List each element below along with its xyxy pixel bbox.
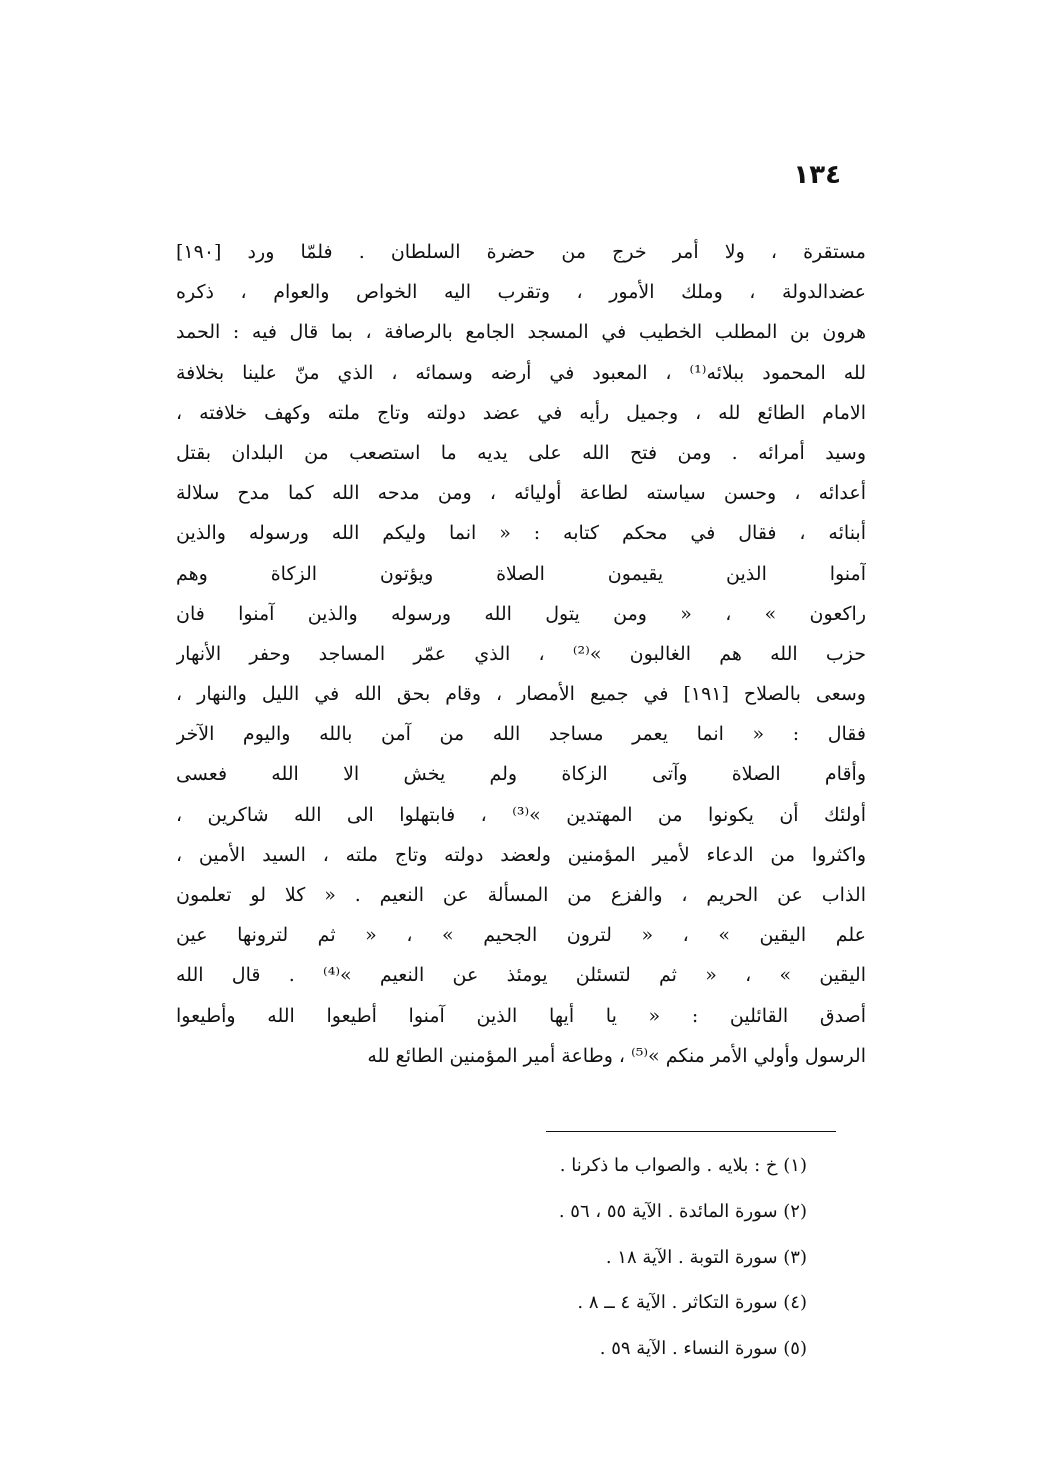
page-number: ١٣٤	[793, 160, 841, 190]
text-line: راكعون » ، « ومن يتول الله ورسوله والذين آمنوا فان	[176, 602, 866, 625]
text-line: الامام الطائع لله ، وجميل رأيه في عضد دولته وتاج ملته وكهف خلافته ،	[176, 401, 866, 424]
footnotes	[387, 1143, 807, 1372]
text-line: هرون بن المطلب الخطيب في المسجد الجامع بالرصافة ، بما قال فيه : الحمد	[176, 321, 866, 344]
text-line: أصدق القائلين : « يا أيها الذين آمنوا أطيعوا الله وأطيعوا	[176, 1004, 866, 1027]
text-line: أعدائه ، وحسن سياسته لطاعة أوليائه ، ومن مدحه الله كما مدح سلالة	[176, 482, 866, 505]
footnote-item: (٣) سورة التوبة . الآية ١٨ .	[605, 1246, 807, 1268]
text-line: وسيد أمرائه . ومن فتح الله على يديه ما استصعب من البلدان بقتل	[176, 441, 866, 464]
footnote-item: (٥) سورة النساء . الآية ٥٩ .	[599, 1338, 807, 1360]
body-text	[176, 232, 866, 1076]
text-line: وسعى بالصلاح [١٩١] في جميع الأمصار ، وقام بحق الله في الليل والنهار ،	[176, 683, 866, 706]
text-line: وأقام الصلاة وآتى الزكاة ولم يخش الا الله فعسى	[176, 763, 866, 786]
text-line: واكثروا من الدعاء لأمير المؤمنين ولعضد دولته وتاج ملته ، السيد الأمين ،	[176, 843, 866, 866]
footnote-item: (٢) سورة المائدة . الآية ٥٥ ، ٥٦ .	[558, 1200, 807, 1222]
text-line: فقال : « انما يعمر مساجد الله من آمن بالله واليوم الآخر	[176, 723, 866, 746]
text-line: عضدالدولة ، وملك الأمور ، وتقرب اليه الخواص والعوام ، ذكره	[176, 281, 866, 304]
text-line: لله المحمود ببلائه⁽¹⁾ ، المعبود في أرضه وسمائه ، الذي منّ علينا بخلافة	[176, 361, 866, 384]
text-line: مستقرة ، ولا أمر خرج من حضرة السلطان . فلمّا ورد [١٩٠]	[176, 241, 866, 263]
footnote-item: (٤) سورة التكاثر . الآية ٤ ــ ٨ .	[577, 1292, 807, 1314]
text-line: أبنائه ، فقال في محكم كتابه : « انما وليكم الله ورسوله والذين	[176, 522, 866, 545]
footnote-divider	[546, 1131, 836, 1132]
text-line: علم اليقين » ، « لترون الجحيم » ، « ثم لترونها عين	[176, 924, 866, 947]
text-line: آمنوا الذين يقيمون الصلاة ويؤتون الزكاة وهم	[176, 562, 866, 585]
text-line: الرسول وأولي الأمر منكم »⁽⁵⁾ ، وطاعة أمير المؤمنين الطائع لله	[367, 1044, 866, 1067]
text-line: حزب الله هم الغالبون »⁽²⁾ ، الذي عمّر المساجد وحفر الأنهار	[176, 642, 866, 665]
text-line: اليقين » ، « ثم لتسئلن يومئذ عن النعيم »⁽⁴⁾ . قال الله	[176, 964, 866, 987]
text-line: أولئك أن يكونوا من المهتدين »⁽³⁾ ، فابتهلوا الى الله شاكرين ،	[176, 803, 866, 826]
footnote-item: (١) خ : بلايه . والصواب ما ذكرنا .	[559, 1155, 807, 1176]
text-line: الذاب عن الحريم ، والفزع من المسألة عن النعيم . « كلا لو تعلمون	[176, 884, 866, 906]
